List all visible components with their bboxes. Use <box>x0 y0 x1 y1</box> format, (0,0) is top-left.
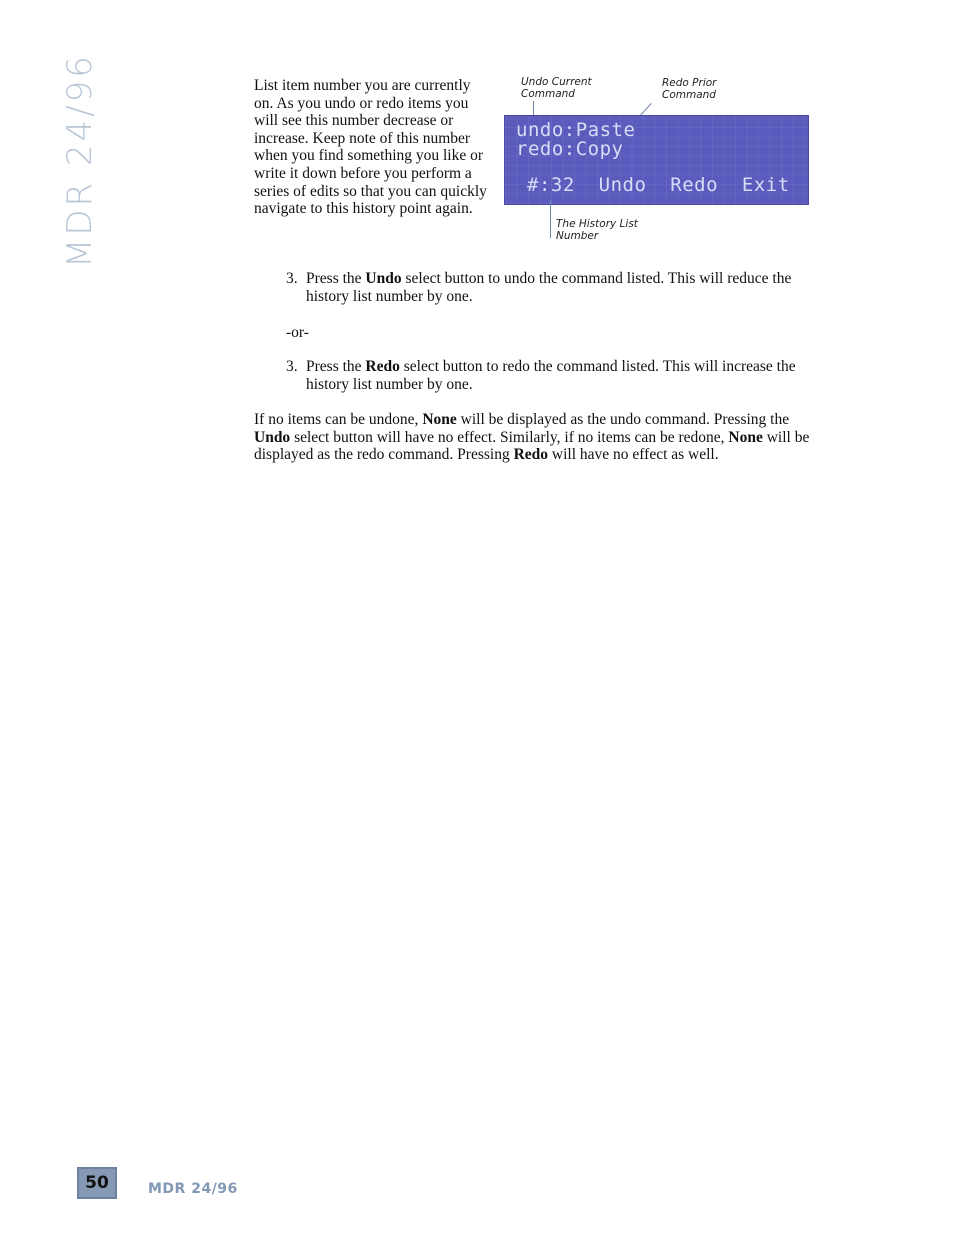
lcd-softkey-line: #:32 Undo Redo Exit <box>527 174 790 196</box>
callout-history-line2: Number <box>556 230 599 242</box>
step-text-post: select button to redo the command listed. This will increase the history list number by one. <box>306 358 796 393</box>
step-number: 3. <box>286 358 298 375</box>
step-number: 3. <box>286 270 298 287</box>
closing-paragraph <box>254 411 810 464</box>
page-number-badge: 50 <box>77 1167 117 1199</box>
step-text-post: select button to undo the command listed. This will reduce the history list number by one. <box>306 270 792 305</box>
intro-paragraph: List item number you are currently on. As you undo or redo items you will see this number decrease or increase. Keep note of this number when you find something you like or write it down before you perform a series of edits so that you can quickly navigate to this history point again. <box>254 77 487 218</box>
lcd-redo-line: redo:Copy <box>516 138 624 160</box>
closing-text: will have no effect as well. <box>548 446 719 464</box>
callout-redo-line1: Redo Prior <box>662 77 717 89</box>
callout-undo-line1: Undo Current <box>521 76 592 88</box>
lcd-display <box>504 115 809 205</box>
closing-text: If no items can be undone, <box>254 411 423 428</box>
callout-undo-line2: Command <box>521 88 575 100</box>
step-undo <box>286 270 811 305</box>
callout-history-line1: The History List <box>556 218 638 230</box>
closing-text: will be displayed as the redo command. Pressing <box>254 428 810 464</box>
closing-text: will be displayed as the undo command. Pressing the <box>456 411 790 428</box>
step-bold-undo: Undo <box>365 270 402 287</box>
closing-bold-none: None <box>422 411 457 428</box>
closing-text: select button will have no effect. Similarly, if no items can be redone, <box>290 428 729 446</box>
step-text-pre: Press the <box>306 358 366 375</box>
step-redo <box>286 358 811 393</box>
side-running-title: MDR 24/96 <box>60 53 100 268</box>
or-separator: -or- <box>286 324 309 341</box>
closing-bold-redo: Redo <box>513 446 549 464</box>
step-text <box>286 358 811 393</box>
closing-bold-undo: Undo <box>254 428 291 446</box>
callout-redo-line2: Command <box>662 89 716 101</box>
callout-history-number <box>556 218 638 242</box>
lcd-undo-line: undo:Paste <box>516 119 636 141</box>
callout-undo-current <box>521 76 592 100</box>
callout-redo-prior <box>662 77 717 101</box>
step-text <box>286 270 811 305</box>
leader-history <box>550 200 551 238</box>
closing-bold-none: None <box>728 428 763 446</box>
step-bold-redo: Redo <box>365 358 400 375</box>
lcd-figure <box>504 76 808 248</box>
footer-title: MDR 24/96 <box>148 1181 238 1197</box>
step-text-pre: Press the <box>306 270 366 287</box>
